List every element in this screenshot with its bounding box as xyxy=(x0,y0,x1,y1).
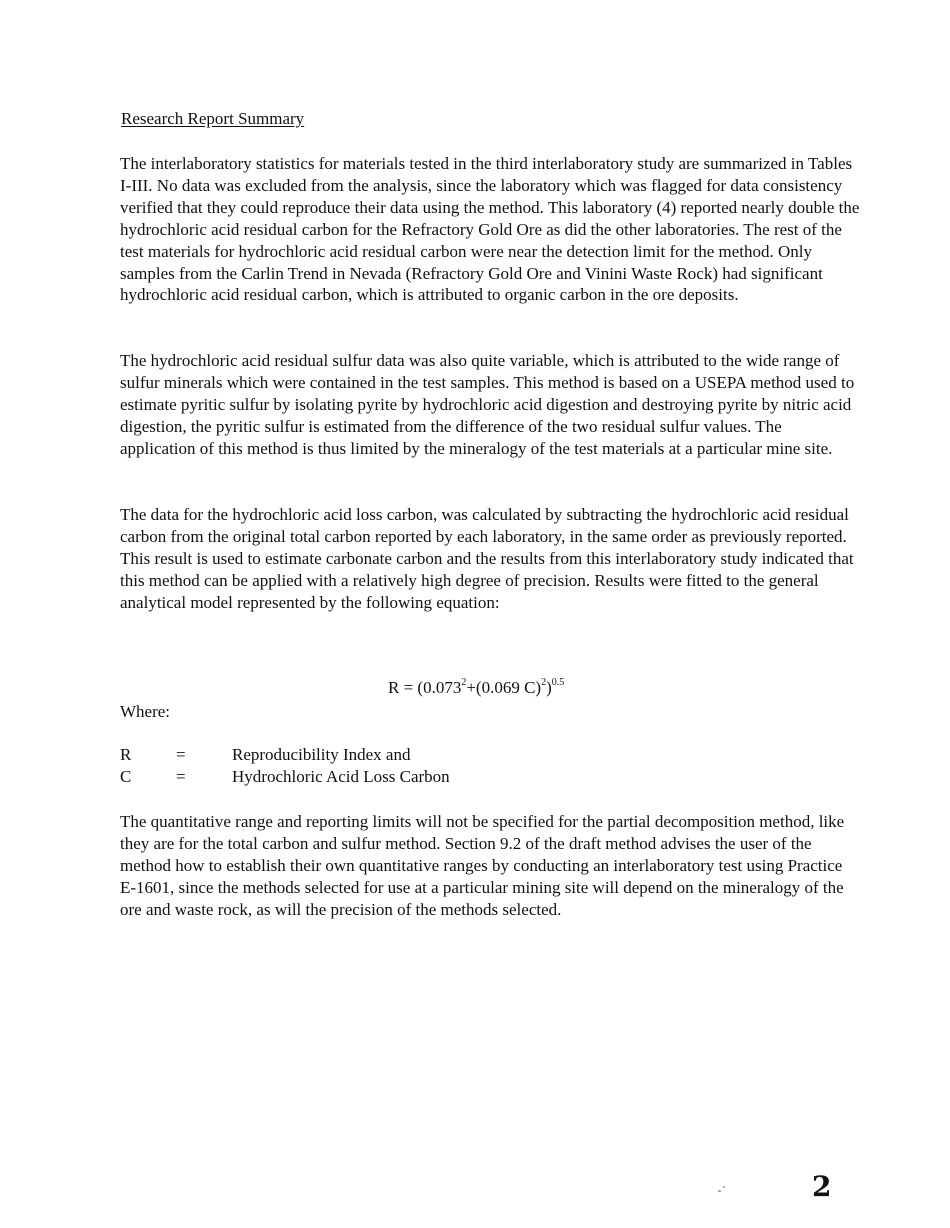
equation-lhs: R = (0.073 xyxy=(388,678,462,697)
page-number: 2 xyxy=(812,1170,832,1203)
definition-text: Hydrochloric Acid Loss Carbon xyxy=(232,767,450,786)
definition-row xyxy=(120,745,620,767)
paragraph-loss-carbon: The data for the hydrochloric acid loss carbon, was calculated by subtracting the hydrochloric acid residual carbon from the original total carbon reported by each laboratory, in the same order as previously reported. This result is used to estimate carbonate carbon and the results from this interlaboratory study indicated that this method can be applied with a relatively high degree of precision. Results were fitted to the general analytical model represented by the following equation: xyxy=(120,505,854,612)
section-heading: Research Report Summary xyxy=(121,109,305,128)
reproducibility-equation xyxy=(388,678,564,698)
equation-exponent-2: 2 xyxy=(541,677,547,689)
equation-close: ) xyxy=(546,678,552,697)
equation-exponent-3: 0.5 xyxy=(551,677,565,689)
definition-symbol: R xyxy=(120,745,132,764)
definition-equals: = xyxy=(176,767,186,786)
equation-middle: +(0.069 C) xyxy=(466,678,542,697)
scan-speck xyxy=(723,1186,725,1188)
paragraph-quantitative-range: The quantitative range and reporting limits will not be specified for the partial decomposition method, like they are for the total carbon and sulfur method. Section 9.2 of the draft method advises the user of the method how to establish their own quantitative ranges by conducting an interlaboratory test using Practice E-1601, since the methods selected for use at a particular mining site will depend on the mineralogy of the ore and waste rock, as will the precision of the methods selected. xyxy=(120,812,845,919)
paragraph-interlaboratory-statistics: The interlaboratory statistics for materials tested in the third interlaboratory study are summarized in Tables I-III. No data was excluded from the analysis, since the laboratory which was flagged for data consistency verified that they could reproduce their data using the method. This laboratory (4) reported nearly double the hydrochloric acid residual carbon for the Refractory Gold Ore as did the other laboratories. The rest of the test materials for hydrochloric acid residual carbon were near the detection limit for the method. Only samples from the Carlin Trend in Nevada (Refractory Gold Ore and Vinini Waste Rock) had significant hydrochloric acid residual carbon, which is attributed to organic carbon in the ore deposits. xyxy=(120,154,860,305)
where-label: Where: xyxy=(120,702,171,721)
scan-speck xyxy=(718,1190,721,1192)
definition-equals: = xyxy=(176,745,186,764)
definition-symbol: C xyxy=(120,767,132,786)
equation-exponent-1: 2 xyxy=(461,677,467,689)
definition-row xyxy=(120,767,620,789)
paragraph-residual-sulfur: The hydrochloric acid residual sulfur data was also quite variable, which is attributed to the wide range of sulfur minerals which were contained in the test samples. This method is based on a USEPA method used to estimate pyritic sulfur by isolating pyrite by hydrochloric acid digestion and destroying pyrite by nitric acid digestion, the pyritic sulfur is estimated from the difference of the two residual sulfur values. The application of this method is thus limited by the mineralogy of the test materials at a particular mine site. xyxy=(120,351,855,458)
definition-text: Reproducibility Index and xyxy=(232,745,411,764)
